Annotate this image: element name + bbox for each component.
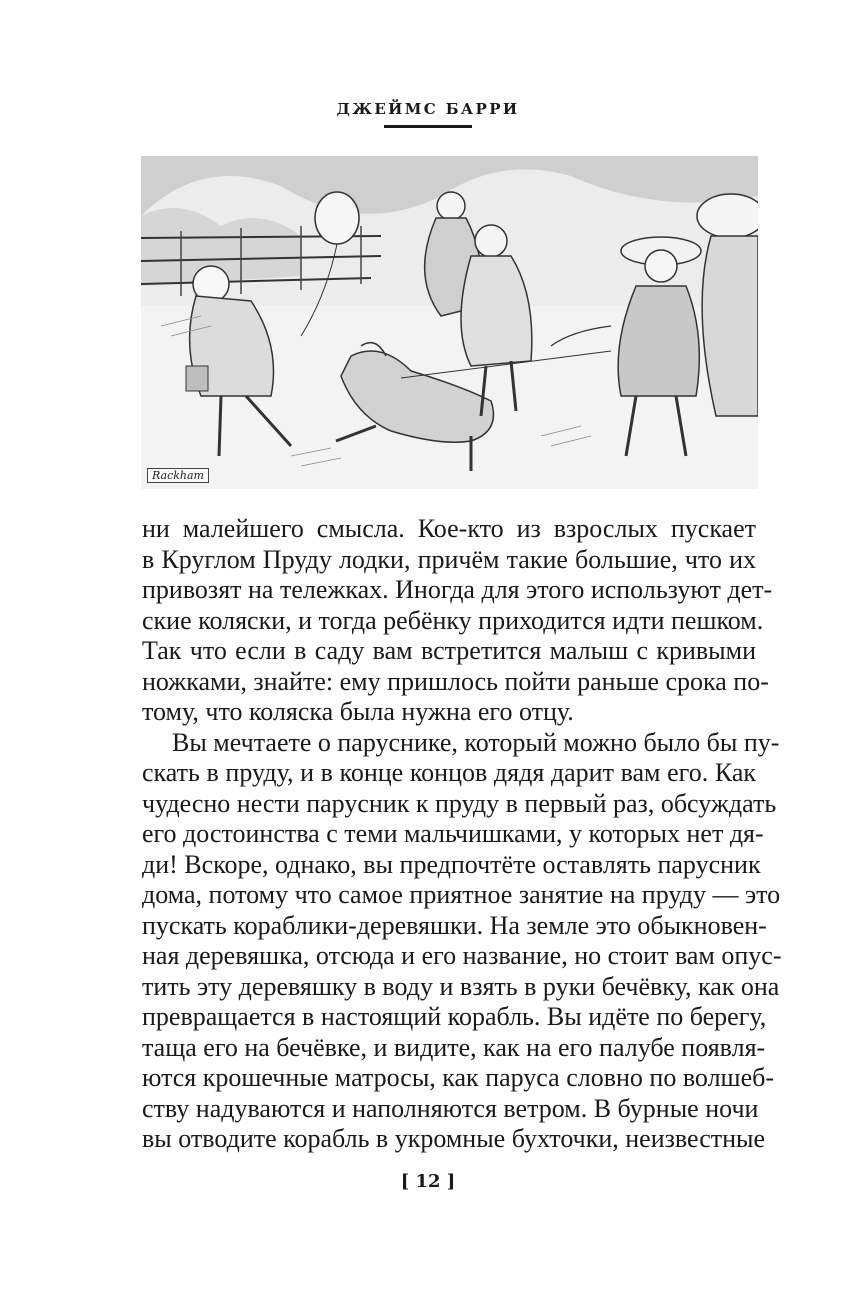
- body-text: [142, 514, 782, 1155]
- text-line: ножками, знайте: ему пришлось пойти раньше срока по-: [142, 666, 769, 696]
- sketch-drawing: [141, 156, 758, 489]
- text-line: пускать кораблики-деревяшки. На земле это обыкновен-: [142, 910, 767, 940]
- text-line: скать в пруду, и в конце концов дядя дарит вам его. Как: [142, 758, 756, 787]
- text-line: дома, потому что самое приятное занятие на пруду — это: [142, 880, 781, 909]
- text-line: ди! Вскоре, однако, вы предпочтёте оставлять парусник: [142, 849, 761, 879]
- text-line: ни малейшего смысла. Кое-кто из взрослых пускает: [142, 514, 756, 543]
- text-line: вы отводите корабль в укромные бухточки, неизвестные: [142, 1124, 766, 1153]
- text-line: Вы мечтаете о паруснике, который можно было бы пу-: [172, 727, 780, 757]
- text-line: ная деревяшка, отсюда и его название, но стоит вам опус-: [142, 941, 782, 970]
- running-header: ДЖЕЙМС БАРРИ: [336, 100, 520, 118]
- text-line: тить эту деревяшку в воду и взять в руки бечёвку, как она: [142, 971, 780, 1001]
- text-line: таща его на бечёвке, и видите, как на его палубе появля-: [142, 1032, 766, 1062]
- text-line: чудесно нести парусник к пруду в первый раз, обсуждать: [142, 788, 777, 818]
- text-line: ские коляски, и тогда ребёнку приходится идти пешком.: [142, 605, 764, 635]
- text-line: Так что если в саду вам встретится малыш с кривыми: [142, 636, 756, 665]
- text-line: привозят на тележках. Иногда для этого используют дет-: [142, 575, 773, 604]
- illustration-children-in-park: [141, 156, 758, 489]
- header-rule: [384, 125, 472, 128]
- page-number: [ 12 ]: [400, 1171, 456, 1192]
- text-line: ству надуваются и наполняются ветром. В бурные ночи: [142, 1093, 759, 1123]
- text-line: превращается в настоящий корабль. Вы идёте по берегу,: [142, 1002, 767, 1031]
- artist-signature: Rackham: [147, 468, 209, 483]
- text-line: ются крошечные матросы, как паруса словно по волшеб-: [142, 1063, 774, 1092]
- text-line: тому, что коляска была нужна его отцу.: [142, 697, 574, 726]
- text-line: его достоинства с теми мальчишками, у которых нет дя-: [142, 819, 764, 848]
- text-line: в Круглом Пруду лодки, причём такие большие, что их: [142, 544, 756, 574]
